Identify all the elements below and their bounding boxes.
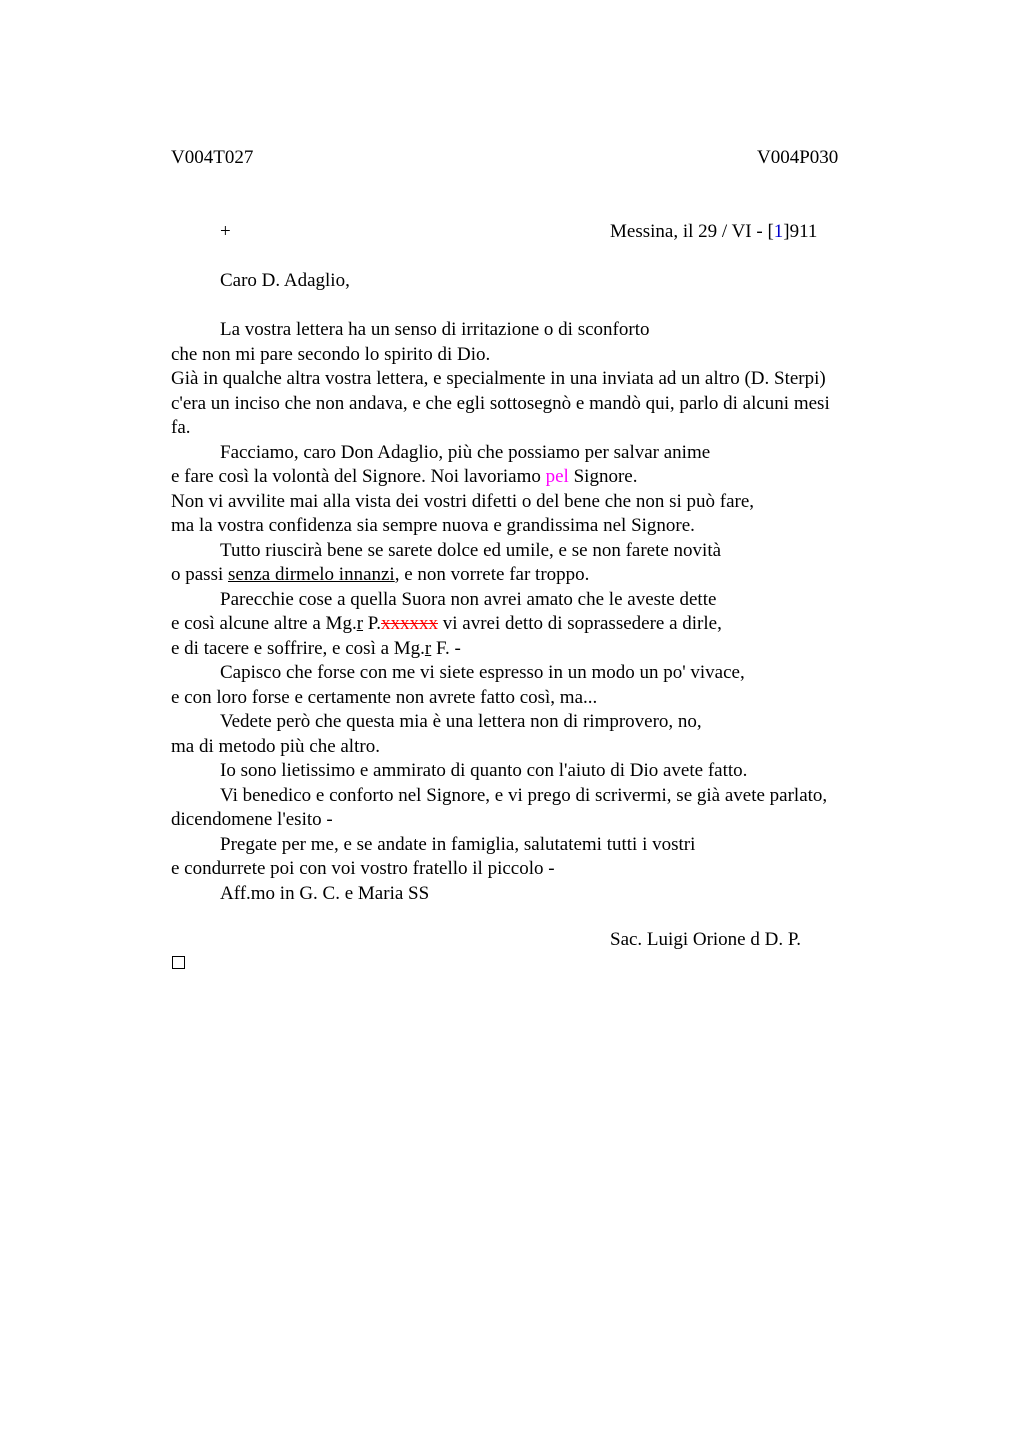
letter-line: che non mi pare secondo lo spirito di Dio.: [171, 343, 491, 365]
struck-out-text: xxxxxx: [381, 613, 438, 634]
letter-line: Pregate per me, e se andate in famiglia, salutatemi tutti i vostri: [220, 833, 696, 855]
letter-line: Capisco che forse con me vi siete espresso in un modo un po' vivace,: [220, 662, 745, 683]
letter-line: e con loro forse e certamente non avrete fatto così, ma...: [171, 686, 598, 708]
line-text: e così alcune altre a Mg.: [171, 613, 357, 634]
signature: Sac. Luigi Orione d D. P.: [610, 929, 802, 950]
end-marker-box-icon: [172, 956, 185, 969]
letter-line: Vi benedico e conforto nel Signore, e vi prego di scrivermi, se già avete parlato,: [220, 784, 828, 806]
letter-line: [171, 612, 901, 637]
place-date: [610, 220, 817, 244]
letter-line: La vostra lettera ha un senso di irritazione o di sconforto: [220, 319, 650, 340]
line-text: F. -: [431, 637, 461, 659]
letter-line: Facciamo, caro Don Adaglio, più che possiamo per salvar anime: [220, 441, 711, 463]
letter-line: [171, 637, 901, 662]
letter-line: [171, 465, 901, 490]
place-date-prefix: Messina, il 29 / VI - [: [610, 221, 774, 242]
letter-line: dicendomene l'esito -: [171, 809, 333, 830]
underlined-phrase: senza dirmelo innanzi: [228, 564, 395, 585]
line-text: e fare così la volontà del Signore. Noi lavoriamo: [171, 466, 546, 487]
letter-body: [171, 318, 901, 906]
closing-line: Aff.mo in G. C. e Maria SS: [220, 882, 430, 904]
letter-line: Già in qualche altra vostra lettera, e specialmente in una inviata ad un altro (D. Sterpi): [171, 368, 826, 389]
line-text: e di tacere e soffrire, e così a Mg.: [171, 637, 425, 659]
document-code-left: V004T027: [171, 147, 254, 168]
line-text: Signore.: [568, 466, 638, 487]
letter-line: ma la vostra confidenza sia sempre nuova e grandissima nel Signore.: [171, 515, 695, 536]
highlighted-word: pel: [545, 466, 569, 487]
letter-line: fa.: [171, 417, 191, 438]
letter-line: Vedete però che questa mia è una lettera non di rimprovero, no,: [220, 711, 702, 732]
letter-line: c'era un inciso che non andava, e che egli sottosegnò e mandò qui, parlo di alcuni mesi: [171, 392, 830, 414]
line-text: vi avrei detto di soprassedere a dirle,: [438, 613, 722, 634]
letter-line: Non vi avvilite mai alla vista dei vostri difetti o del bene che non si può fare,: [171, 490, 755, 512]
letter-line: Parecchie cose a quella Suora non avrei amato che le aveste dette: [220, 588, 717, 610]
line-text: , e non vorrete far troppo.: [394, 564, 590, 585]
underlined-superscript: r: [424, 637, 432, 659]
line-text: o passi: [171, 564, 228, 585]
underlined-superscript: r: [356, 613, 364, 634]
document-code-right: V004P030: [757, 147, 839, 168]
place-date-bracket-digit: 1: [773, 221, 784, 242]
letter-line: [171, 563, 901, 588]
line-text: P.: [363, 613, 381, 634]
letter-line: Tutto riuscirà bene se sarete dolce ed umile, e se non farete novità: [220, 539, 722, 561]
letter-line: Io sono lietissimo e ammirato di quanto con l'aiuto di Dio avete fatto.: [220, 760, 748, 781]
place-date-suffix: ]911: [783, 221, 818, 242]
letter-line: e condurrete poi con voi vostro fratello il piccolo -: [171, 858, 555, 879]
letter-line: ma di metodo più che altro.: [171, 735, 380, 757]
cross-symbol: +: [220, 221, 231, 242]
salutation: Caro D. Adaglio,: [220, 270, 350, 291]
